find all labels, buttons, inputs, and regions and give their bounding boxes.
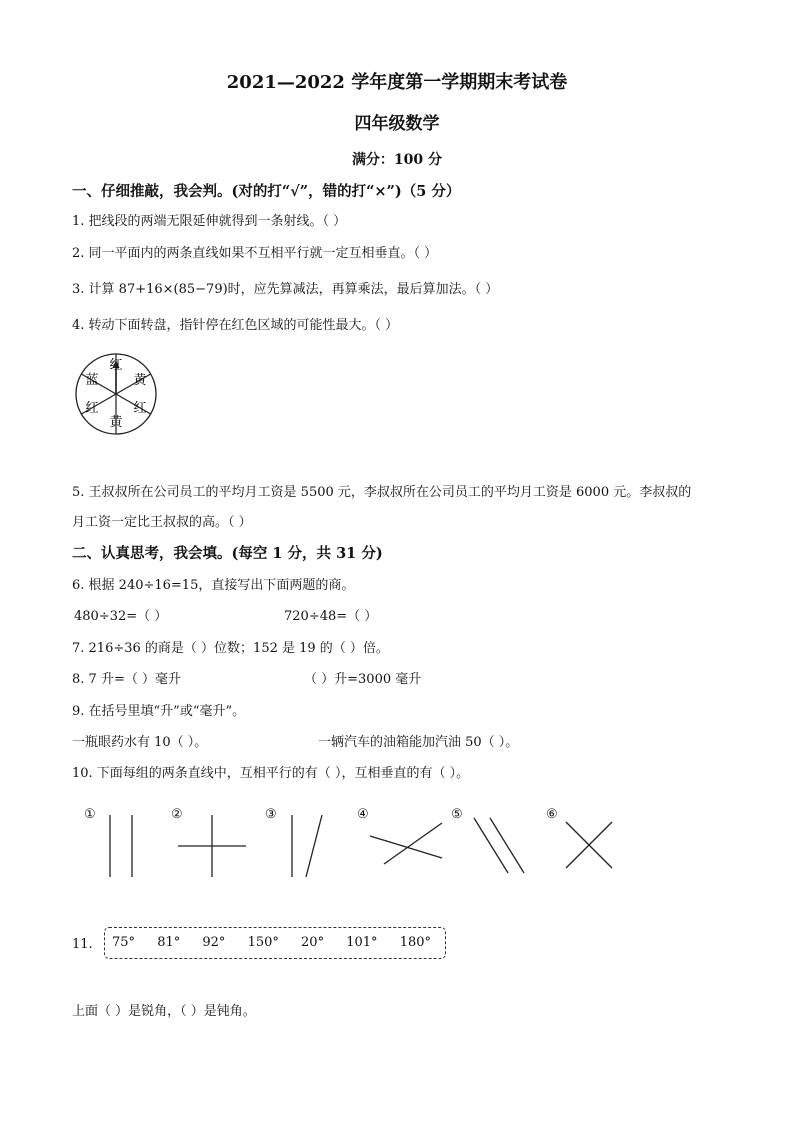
angle-value: 75° [112,935,136,950]
exam-subtitle: 四年级数学 [354,114,440,134]
question-1: 1. 把线段的两端无限延伸就得到一条射线。（ ） [72,214,347,229]
section1-heading: 一、仔细推敲，我会判。(对的打“√”，错的打“×”)（5 分） [72,183,461,200]
question-2: 2. 同一平面内的两条直线如果不互相平行就一定互相垂直。（ ） [72,246,438,261]
question-6b: 720÷48=（ ） [284,609,378,624]
sector-label: 红 [109,358,123,373]
question-5-line1: 5. 王叔叔所在公司员工的平均月工资是 5500 元，李叔叔所在公司员工的平均月工资是 6000 元。李叔叔的 [72,485,692,500]
sector-label: 蓝 [85,373,99,388]
exam-title: 2021—2022 学年度第一学期期末考试卷 [226,72,568,93]
angle-value: 150° [247,935,279,950]
question-9: 9. 在括号里填“升”或“毫升”。 [72,704,246,719]
question-8a: 8. 7 升=（ ）毫升 [72,672,181,687]
pair-5-line-a [474,818,508,873]
question-10: 10. 下面每组的两条直线中，互相平行的有（ ），互相垂直的有（ ）。 [72,766,470,781]
figure-label: ③ [265,807,277,822]
sector-label: 红 [133,401,147,416]
question-9a: 一瓶眼药水有 10（ ）。 [72,735,208,750]
sector-label: 红 [85,401,99,416]
angle-value: 92° [202,935,226,950]
figure-label: ① [84,807,96,822]
pair-5-line-b [490,818,524,873]
angle-value: 101° [346,935,378,950]
figure-label: ⑥ [546,807,558,822]
question-5-line2: 月工资一定比王叔叔的高。（ ） [72,515,252,530]
question-9b: 一辆汽车的油箱能加汽油 50（ ）。 [318,735,519,750]
question-11-number: 11. [72,937,93,952]
figure-label: ② [171,807,183,822]
question-6: 6. 根据 240÷16=15，直接写出下面两题的商。 [72,578,355,593]
question-7: 7. 216÷36 的商是（ ）位数；152 是 19 的（ ）倍。 [72,641,389,656]
question-8b: （ ）升=3000 毫升 [304,672,422,687]
question-11-text: 上面（ ）是锐角，（ ）是钝角。 [72,1004,256,1019]
angle-value: 81° [157,935,181,950]
full-score: 满分：100 分 [351,152,443,168]
sector-label: 黄 [133,373,147,388]
question-4: 4. 转动下面转盘，指针停在红色区域的可能性最大。（ ） [72,318,399,333]
sector-label: 黄 [109,415,123,430]
figure-label: ⑤ [451,807,463,822]
question-6a: 480÷32=（ ） [74,609,168,624]
angle-value: 180° [399,935,432,950]
angle-list [112,935,449,950]
section2-heading: 二、认真思考，我会填。(每空 1 分，共 31 分) [72,545,383,562]
angle-value: 20° [301,935,325,950]
question-3: 3. 计算 87+16×(85−79)时，应先算减法，再算乘法，最后算加法。（ ） [72,282,499,297]
pair-4-line-a [370,836,442,858]
pair-3-line-b [306,815,322,877]
figure-label: ④ [357,807,369,822]
